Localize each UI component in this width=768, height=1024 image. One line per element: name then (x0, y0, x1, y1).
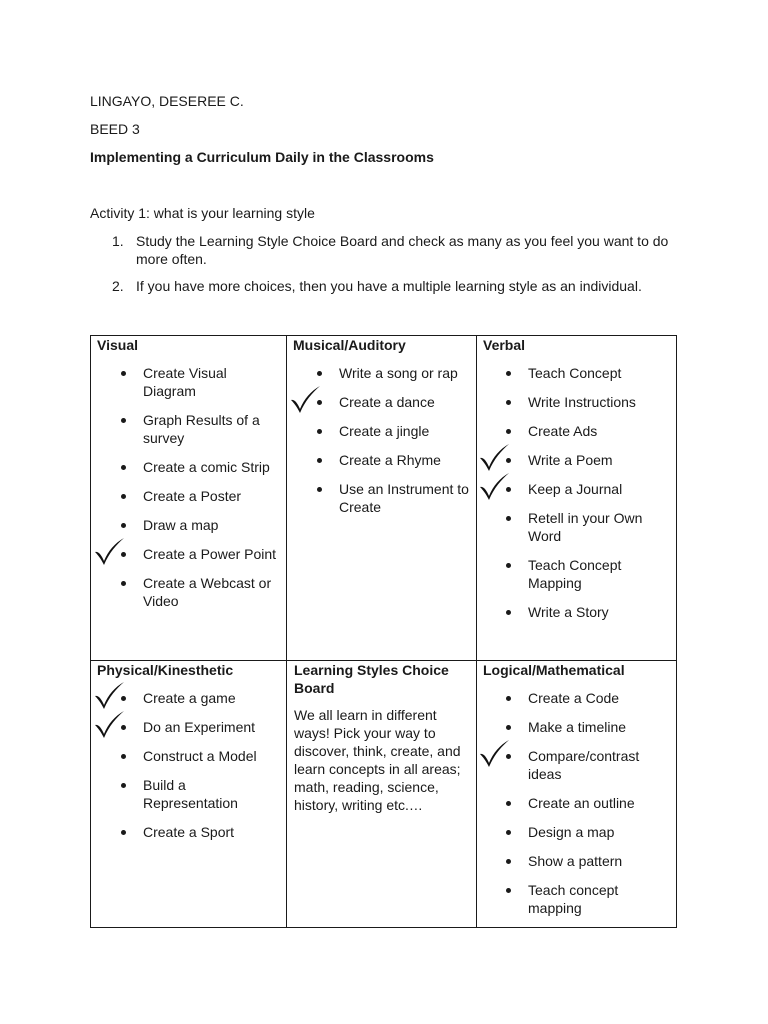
choice-item-label: Graph Results of a survey (143, 412, 260, 446)
cell-title: Verbal (483, 337, 526, 353)
bullet-icon (121, 581, 126, 586)
choice-item-label: Write Instructions (528, 394, 636, 410)
choice-item-label: Keep a Journal (528, 481, 623, 497)
cell-verbal (477, 336, 676, 660)
choice-item (528, 603, 668, 621)
bullet-icon (506, 371, 511, 376)
cell-title: Musical/Auditory (293, 337, 406, 353)
choice-item-label: Create a Rhyme (339, 452, 441, 468)
choice-item-label: Create Visual Diagram (143, 365, 227, 399)
bullet-icon (121, 830, 126, 835)
bullet-icon (121, 371, 126, 376)
cell-title: Physical/Kinesthetic (97, 662, 234, 678)
bullet-icon (506, 801, 511, 806)
choice-item (143, 823, 283, 841)
choice-item (528, 556, 668, 592)
bullet-icon (121, 754, 126, 759)
bullet-icon (506, 888, 511, 893)
choice-item-label: Create a jingle (339, 423, 430, 439)
choice-item-label: Build a Representation (143, 777, 238, 811)
choice-item-label: Use an Instrument to Create (339, 481, 469, 515)
bullet-icon (121, 783, 126, 788)
choice-item-label: Construct a Model (143, 748, 257, 764)
choice-item-label: Write a Poem (528, 452, 613, 468)
bullet-icon (121, 465, 126, 470)
choice-item (143, 364, 283, 400)
choice-item (143, 411, 283, 447)
choice-item-label: Create an outline (528, 795, 635, 811)
choice-item-label: Create a Power Point (143, 546, 277, 562)
item-list (528, 364, 668, 632)
choice-item (339, 364, 473, 382)
bullet-icon (121, 494, 126, 499)
choice-item-label: Show a pattern (528, 853, 623, 869)
choice-item (528, 422, 668, 440)
cell-title: Learning Styles Choice Board (294, 662, 449, 696)
board-description: We all learn in different ways! Pick your way to discover, think, create, and learn concepts in all areas; math, reading, science, history, writing etc.… (294, 707, 461, 813)
choice-item (528, 881, 668, 917)
choice-item (143, 458, 283, 476)
checkmark-icon (478, 443, 510, 473)
course-code: BEED 3 (90, 121, 140, 137)
choice-item (339, 480, 473, 516)
choice-item-label: Write a Story (528, 604, 609, 620)
checkmark-icon (93, 681, 125, 711)
choice-item-label: Create a Code (528, 690, 620, 706)
choice-item (528, 509, 668, 545)
choice-item (528, 393, 668, 411)
checkmark-icon (478, 472, 510, 502)
bullet-icon (121, 418, 126, 423)
cell-logical (477, 661, 676, 927)
choice-item-label: Teach Concept (528, 365, 622, 381)
choice-item (143, 574, 283, 610)
bullet-icon (317, 371, 322, 376)
document-title: Implementing a Curriculum Daily in the Classrooms (90, 149, 434, 165)
choice-item-label: Teach concept mapping (528, 882, 619, 916)
bullet-icon (506, 516, 511, 521)
choice-item-label: Make a timeline (528, 719, 627, 735)
choice-item (143, 718, 283, 736)
instruction-text: If you have more choices, then you have a multiple learning style as an individual. (136, 278, 642, 294)
cell-title: Visual (97, 337, 138, 353)
choice-item (143, 545, 283, 563)
cell-physical (91, 661, 286, 927)
bullet-icon (506, 429, 511, 434)
item-list (528, 689, 668, 928)
choice-item-label: Create Ads (528, 423, 598, 439)
bullet-icon (506, 400, 511, 405)
choice-item (143, 516, 283, 534)
bullet-icon (506, 830, 511, 835)
bullet-icon (317, 458, 322, 463)
choice-item (528, 823, 668, 841)
choice-item (339, 422, 473, 440)
choice-item (143, 487, 283, 505)
choice-item-label: Write a song or rap (339, 365, 458, 381)
bullet-icon (506, 610, 511, 615)
choice-item (339, 393, 473, 411)
choice-board-table (90, 335, 677, 928)
choice-item (528, 689, 668, 707)
choice-item-label: Design a map (528, 824, 615, 840)
choice-item-label: Do an Experiment (143, 719, 256, 735)
choice-item-label: Create a Sport (143, 824, 235, 840)
choice-item (528, 480, 668, 498)
activity-label: Activity 1: what is your learning style (90, 205, 315, 221)
item-list (143, 364, 283, 621)
item-list (143, 689, 283, 852)
bullet-icon (121, 523, 126, 528)
choice-item (528, 794, 668, 812)
choice-item (528, 364, 668, 382)
instruction-text: Study the Learning Style Choice Board and check as many as you feel you want to do more often. (136, 233, 669, 267)
instruction-number: 2. (112, 278, 124, 294)
choice-item (528, 747, 668, 783)
choice-item-label: Create a Webcast or Video (143, 575, 272, 609)
choice-item (528, 451, 668, 469)
cell-musical (287, 336, 476, 660)
cell-title: Logical/Mathematical (483, 662, 625, 678)
choice-item (528, 718, 668, 736)
bullet-icon (506, 859, 511, 864)
choice-item-label: Create a game (143, 690, 236, 706)
choice-item-label: Create a dance (339, 394, 435, 410)
choice-item (143, 689, 283, 707)
choice-item-label: Create a comic Strip (143, 459, 270, 475)
choice-item (528, 852, 668, 870)
checkmark-icon (478, 739, 510, 769)
choice-item (143, 747, 283, 765)
student-name: LINGAYO, DESEREE C. (90, 93, 244, 109)
cell-center (287, 661, 476, 927)
choice-item-label: Retell in your Own Word (528, 510, 643, 544)
cell-visual (91, 336, 286, 660)
choice-item (143, 776, 283, 812)
checkmark-icon (93, 537, 125, 567)
bullet-icon (317, 487, 322, 492)
bullet-icon (317, 429, 322, 434)
choice-item-label: Draw a map (143, 517, 219, 533)
bullet-icon (506, 696, 511, 701)
choice-item-label: Compare/contrast ideas (528, 748, 640, 782)
choice-item-label: Create a Poster (143, 488, 242, 504)
instruction-number: 1. (112, 233, 124, 249)
checkmark-icon (289, 385, 321, 415)
choice-item (339, 451, 473, 469)
item-list (339, 364, 473, 527)
checkmark-icon (93, 710, 125, 740)
bullet-icon (506, 563, 511, 568)
bullet-icon (506, 725, 511, 730)
choice-item-label: Teach Concept Mapping (528, 557, 622, 591)
